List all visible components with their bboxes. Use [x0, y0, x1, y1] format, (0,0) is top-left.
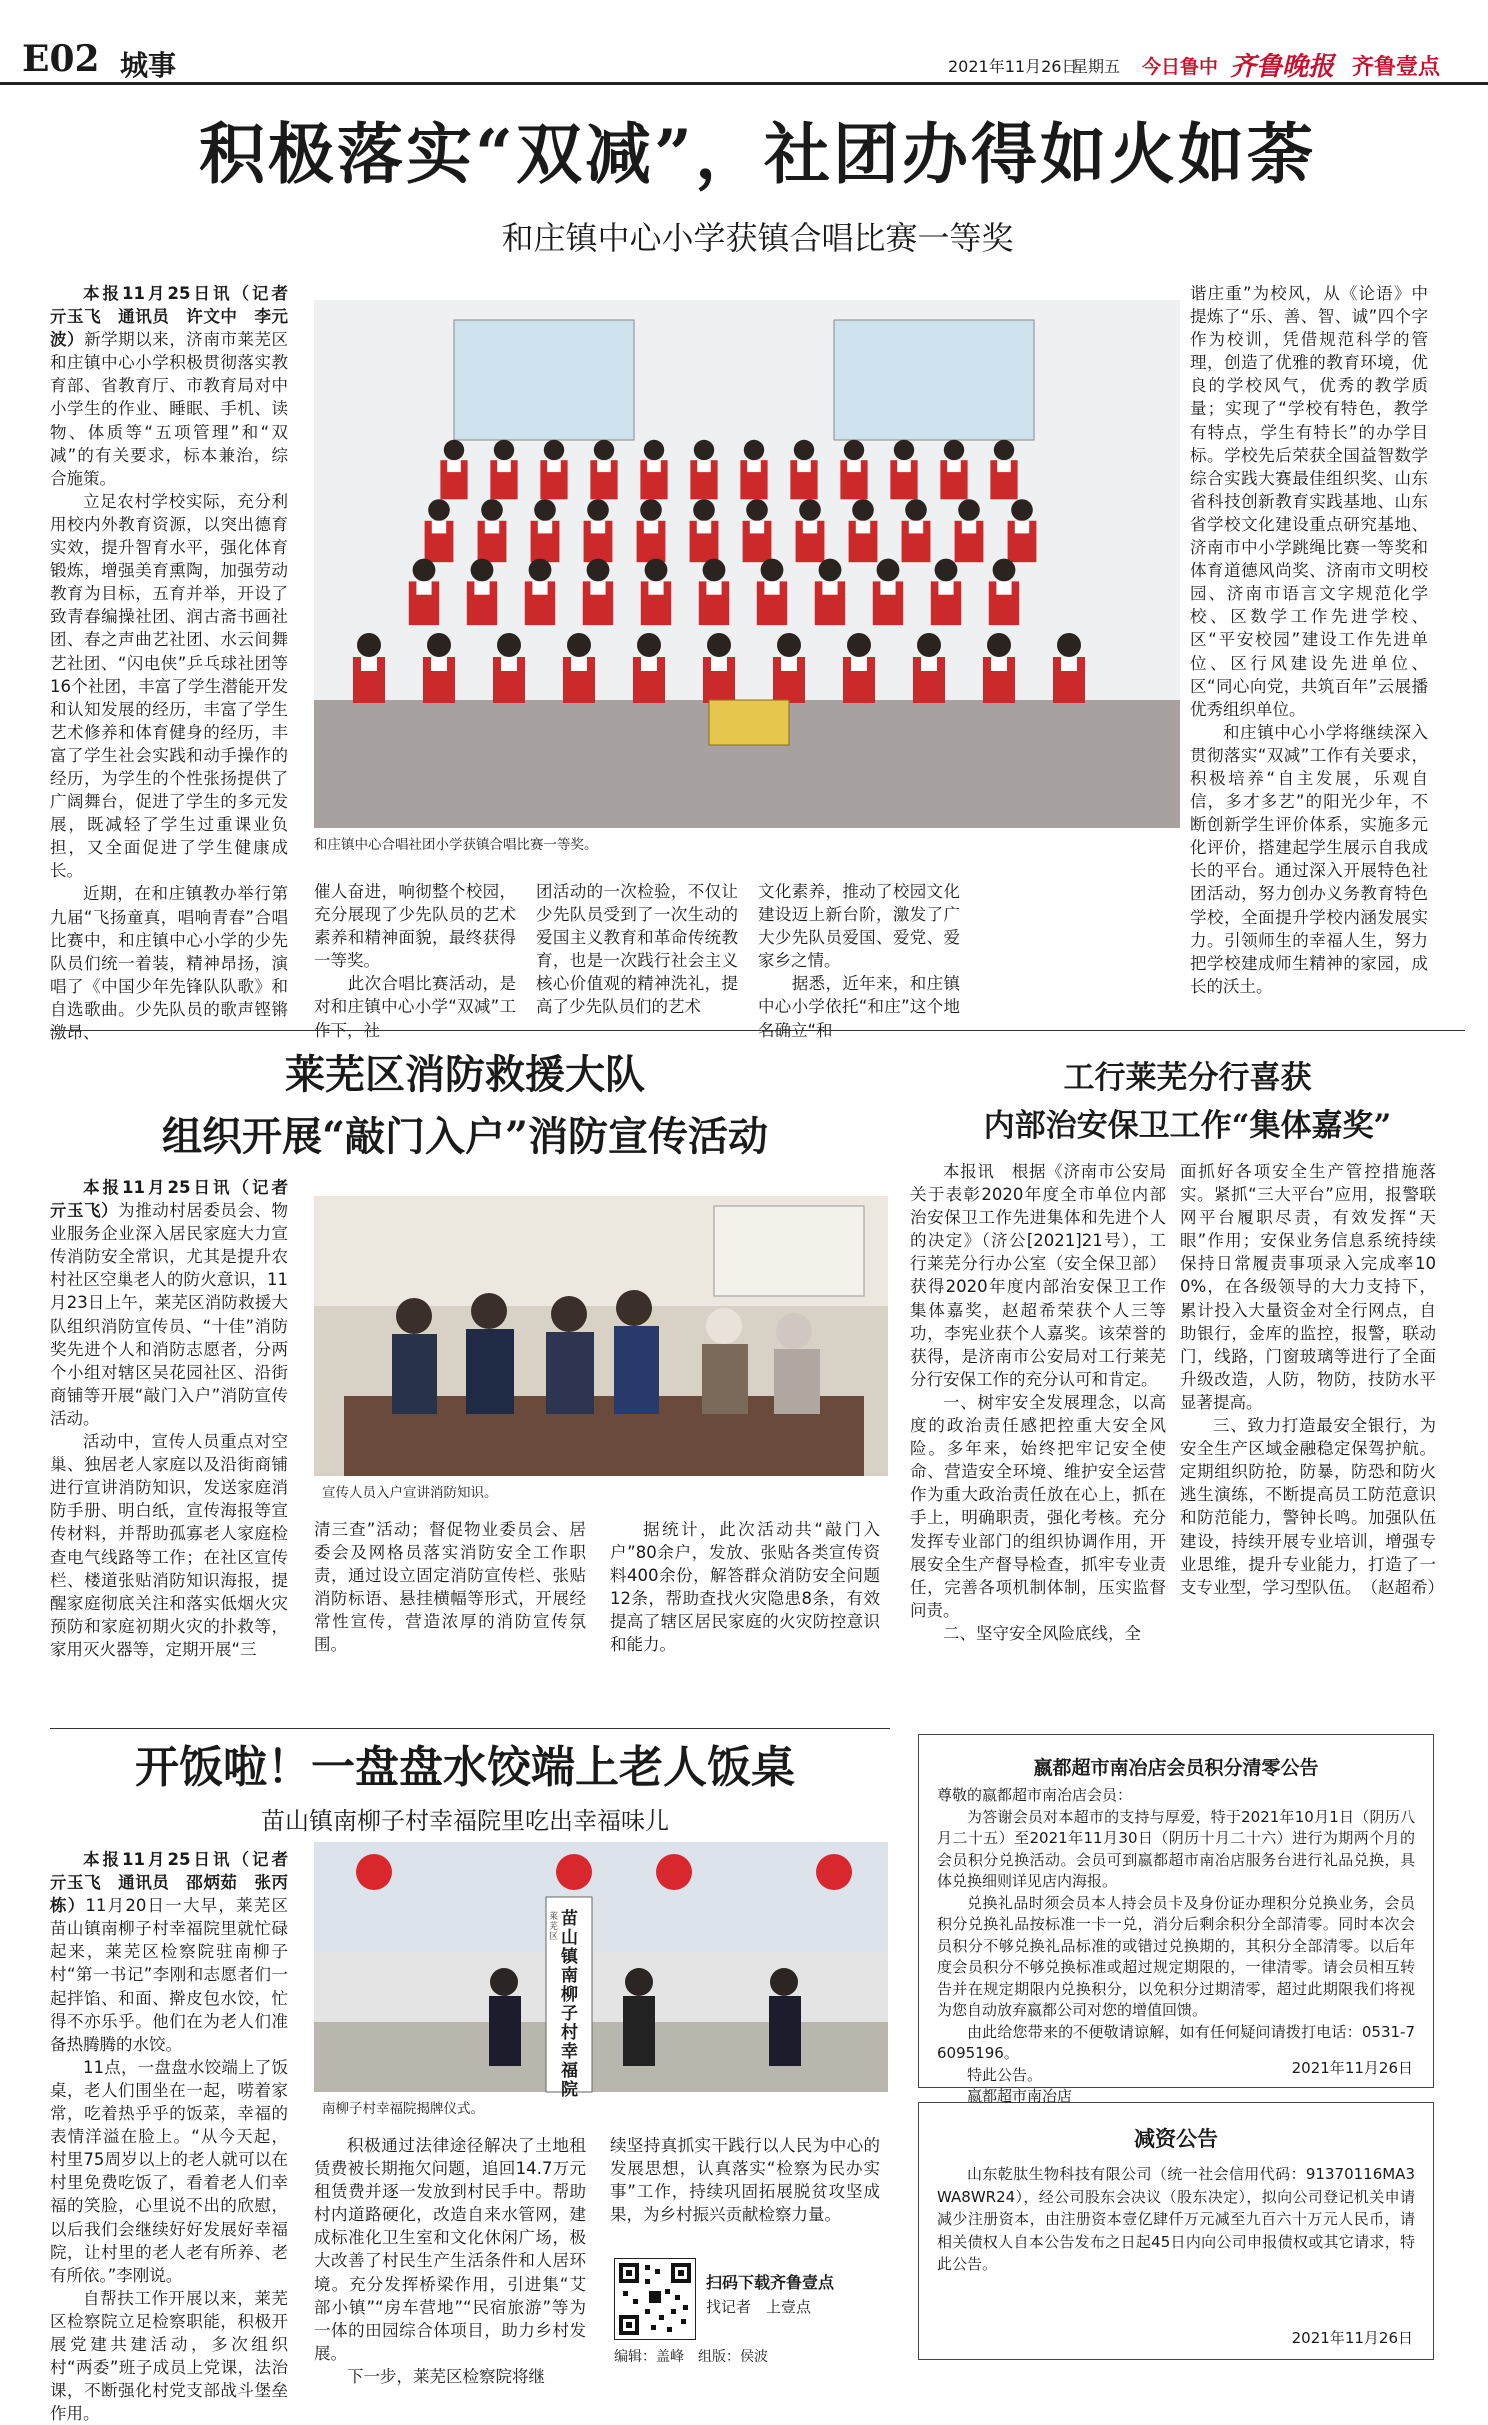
student-figure-head [958, 499, 980, 521]
student-figure-collar [897, 460, 911, 472]
notice1-date: 2021年11月26日 [1291, 2059, 1413, 2077]
article2-col2: 清三查”活动；督促物业委员会、居委会及网格员落实消防安全工作职责，通过设立固定消防宣传栏、张贴消防标语、悬挂横幅等形式，开展经常性宣传，营造浓厚的消防宣传氛围。 [314, 1520, 586, 1655]
notice1-greeting: 尊敬的嬴都超市南冶店会员： [937, 1786, 1133, 1804]
student-figure-collar [432, 521, 446, 534]
article4-col1: 本报11月25日讯（记者 亓玉飞 通讯员 邵炳茹 张丙栋）11月20日一大早，莱芜区苗山镇南柳子村幸福院里就忙碌起来，莱芜区检察院驻南柳子村“第一书记”李刚和志愿者们一起拌馅、和面、擀皮包水饺，忙得不亦乐乎。他们在为老人们准备热腾腾的水饺。 11点，一盘盘水饺端上了饭桌，老人们围坐在一起，唠着家常，吃着热乎乎的饭菜，幸福的表情洋溢在脸上。“从今天起，村里75周岁以上的老人就可以在村里免费吃饭了，看着老人们幸福的笑脸，心里说不出的欣慰，以后我们会继续好好发展好幸福院，让村里的老人老有所养、老有所依。”李刚说。 自帮扶工作开展以来，莱芜区检察院立足检察职能，积极开展党建共建活动，多次组织村“两委”班子成员上党课，法治课，不断强化村党支部战斗堡垒作用。 [50, 1850, 305, 2424]
student-figure-head [534, 499, 556, 521]
student-figure-head [877, 559, 900, 582]
notice-membership-points [918, 1734, 1434, 2105]
student-figure-head [819, 559, 842, 582]
student-figure-head [497, 633, 521, 657]
student-figure-head [744, 440, 764, 460]
student-figure-head [413, 559, 436, 582]
student-figure-collar [991, 657, 1007, 671]
student-figure-head [1057, 633, 1081, 657]
article4-title: 开饭啦！一盘盘水饺端上老人饭桌 [135, 1742, 795, 1793]
student-figure-head [844, 440, 864, 460]
article1-col1: 本报11月25日讯（记者 亓玉飞 通讯员 许文中 李元波）新学期以来，济南市莱芜区和庄镇中心小学积极贯彻落实教育部、省教育厅、市教育局对中小学生的作业、睡眠、手机、读物、体质等“五项管理”和“双减”的有关要求，标本兼治，综合施策。 立足农村学校实际，充分利用校内外教育资源，以突出德育实效，提升智育水平，强化体育锻炼，增强美育熏陶，加强劳动教育为目标，五育并举，开设了致青春编操社团、润古斋书画社团、春之声曲艺社团、水云间舞艺社团、“闪电侠”乒乓球社团等16个社团，丰富了学生潜能开发和认知发展的经历，丰富了学生艺术修养和体育健身的经历，丰富了学生社会实践和动手操作的经历，为学生的个性张扬提供了广阔舞台，促进了学生的多元发展，既减轻了学生过重课业负担，又全面促进了学生健康成长。 近期，在和庄镇教办举行第九届“飞扬童真，唱响青春”合唱比赛中，和庄镇中心小学的少先队员们统一着装，精神昂扬，演唱了《中国少年先锋队队歌》和自选歌曲。少先队员的歌声铿锵激昂、 [50, 284, 305, 1042]
student-figure-collar [1015, 521, 1029, 534]
student-figure-collar [644, 521, 658, 534]
student-figure-head [746, 499, 768, 521]
student-figure-collar [938, 581, 953, 594]
nursing-home-photo [314, 1842, 888, 2100]
article3-title-line2: 内部治安保卫工作“集体嘉奖” [983, 1108, 1392, 1144]
qr-caption-line1: 扫码下载齐鲁壹点 [706, 2273, 835, 2292]
student-figure-collar [641, 657, 657, 671]
student-figure-head [481, 499, 503, 521]
student-figure-collar [711, 657, 727, 671]
student-figure-collar [880, 581, 895, 594]
article2-title-line2: 组织开展“敲门入户”消防宣传活动 [161, 1113, 768, 1160]
student-figure-collar [996, 581, 1011, 594]
article4-col3: 续坚持真抓实干践行以人民为中心的发展思想，认真落实“检察为民办实事”工作，持续巩固拓展脱贫攻坚成果，为乡村振兴贡献检察力量。 [610, 2136, 880, 2225]
student-figure-collar [921, 657, 937, 671]
nursing-home-photo-caption: 南柳子村幸福院揭牌仪式。 [322, 2101, 484, 2117]
student-figure-head [427, 633, 451, 657]
article4-subtitle: 苗山镇南柳子村幸福院里吃出幸福味儿 [261, 1807, 669, 1835]
student-figure-collar [597, 460, 611, 472]
student-figure-head [357, 633, 381, 657]
choir-photo [314, 300, 1180, 828]
section-name: 城事 [120, 49, 177, 82]
student-figure-collar [547, 460, 561, 472]
student-figure-collar [764, 581, 779, 594]
student-figure-head [994, 440, 1014, 460]
student-figure-collar [485, 521, 499, 534]
student-figure-head [567, 633, 591, 657]
student-figure-head [640, 499, 662, 521]
student-figure-head [987, 633, 1011, 657]
divider [50, 1030, 1465, 1031]
plaque-text: 苗山镇南柳子村幸福院 [561, 1909, 578, 2100]
student-figure-head [794, 440, 814, 460]
student-figure-collar [474, 581, 489, 594]
plaque-small-text: 莱芜区 [549, 1912, 559, 1942]
student-figure-head [852, 499, 874, 521]
student-figure-head [428, 499, 450, 521]
notice1-body: 尊敬的嬴都超市南冶店会员： 为答谢会员对本超市的支持与厚爱，特于2021年10月1日（阴历八月二十五）至2021年11月30日（阴历十月二十六）进行为期两个月的会员积分兑换活动。会员可到嬴都超市南冶店服务台进行礼品兑换，具体兑换细则详见店内海报。 兑换礼品时须会员本人持会员卡及身份证办理积分兑换业务，会员积分兑换礼品按标准一卡一兑，消分后剩余积分全部清零。同时本次会员积分不够兑换礼品标准的或错过兑换期的，其积分全部清零。以后年度会员积分不够兑换标准或超过规定期限的，一律清零。请会员相互转告并在规定期限内兑换积分，以免积分过期清零，超过此期限我们将视为您自动放弃嬴都公司对您的增值回馈。 由此给您带来的不便敬请谅解，如有任何疑问请拨打电话：0531-76095196。 特此公告。 嬴都超市南冶店 [937, 1785, 1415, 2108]
fire-safety-photo-graphic [314, 1196, 888, 1476]
student-figure-collar [697, 521, 711, 534]
article2-col3: 据统计，此次活动共“敲门入户”80余户，发放、张贴各类宣传资料400余份，解答群众消防安全问题12条，帮助查找火灾隐患8条，有效提高了辖区居民家庭的火灾防控意识和能力。 [610, 1520, 880, 1655]
student-figure-head [935, 559, 958, 582]
student-figure-collar [856, 521, 870, 534]
student-figure-head [944, 440, 964, 460]
student-figure-collar [571, 657, 587, 671]
student-figure-head [905, 499, 927, 521]
student-figure-collar [822, 581, 837, 594]
student-figure-collar [591, 521, 605, 534]
student-figure-collar [750, 521, 764, 534]
student-figure-collar [997, 460, 1011, 472]
student-figure-head [494, 440, 514, 460]
student-figure-head [694, 440, 714, 460]
student-figure-head [594, 440, 614, 460]
weekday: 星期五 [1072, 57, 1121, 76]
student-figure-head [544, 440, 564, 460]
article1-title: 积极落实“双减”，社团办得如火如荼 [199, 115, 1316, 193]
student-figure-collar [501, 657, 517, 671]
student-figure-head [761, 559, 784, 582]
student-figure-head [917, 633, 941, 657]
student-figure-head [693, 499, 715, 521]
header-rule [0, 82, 1488, 85]
student-figure-collar [909, 521, 923, 534]
choir-photo-graphic [314, 300, 1180, 828]
qr-code-icon [615, 2259, 695, 2339]
student-figure-head [703, 559, 726, 582]
student-figure-collar [1061, 657, 1077, 671]
student-figure-head [847, 633, 871, 657]
page-number: E02 [22, 38, 100, 80]
student-figure-collar [532, 581, 547, 594]
article1-col5: 谐庄重”为校风，从《论语》中提炼了“乐、善、智、诚”四个字作为校训，凭借规范科学的管理，创造了优雅的教育环境，优良的学校风气，优秀的教学质量；实现了“学校有特色，教学有特点，学生有特长”的办学目标。学校先后荣获全国益智数学综合实践大赛最佳组织奖、山东省科技创新教育实践基地、山东省学校文化建设重点研究基地、济南市中小学跳绳比赛一等奖和体育道德风尚奖、济南市文明校园、济南市语言文字规范化学校、区数学工作先进学校、区“平安校园”建设工作先进单位、区行风建设先进单位、区“同心向党，共筑百年”云展播优秀组织单位。 和庄镇中心小学将继续深入贯彻落实“双减”工作有关要求，积极培养“自主发展，乐观自信，多才多艺”的阳光少年，不断创新学生评价体系，实施多元化评价，搭建起学生展示自我成长的平台。通过深入开展特色社团活动，努力创办义务教育特色学校，全面提升学校内涵发展实力。引领师生的幸福人生，努力把学校建成师生精神的家园，成长的沃土。 [1190, 284, 1428, 996]
student-figure-head [777, 633, 801, 657]
student-figure-collar [647, 460, 661, 472]
student-figure-head [644, 440, 664, 460]
masthead [0, 0, 1488, 80]
choir-photo-caption: 和庄镇中心合唱社团小学获镇合唱比赛一等奖。 [314, 837, 598, 853]
student-figure-collar [697, 460, 711, 472]
student-figure-collar [847, 460, 861, 472]
divider [50, 1728, 890, 1729]
student-figure-head [587, 499, 609, 521]
article4-dateline: 本报11月25日讯（记者 亓玉飞 通讯员 邵炳茹 张丙栋） [50, 1850, 305, 1916]
qr-caption-line2: 找记者 上壹点 [706, 2298, 812, 2316]
student-figure-collar [747, 460, 761, 472]
article1-col3: 团活动的一次检验，不仅让少先队员受到了一次生动的爱国主义教育和革命传统教育，也是一次践行社会主义核心价值观的精神洗礼，提高了少先队员们的艺术 [536, 882, 738, 1017]
article1-dateline: 本报11月25日讯（记者 亓玉飞 通讯员 许文中 李元波） [50, 284, 305, 350]
article4-col2: 积极通过法律途径解决了土地租赁费被长期拖欠问题，追回14.7万元租赁费并逐一发放到村民手中。帮助村内道路硬化，改造自来水管网，建成标准化卫生室和文化休闲广场，极大改善了村民生产生活条件和人居环境。充分发挥桥梁作用，引进集“艾部小镇”“房车营地”“民宿旅游”等为一体的田园综合体项目，助力乡村发展。 下一步，莱芜区检察院将继 [314, 2136, 586, 2386]
article3-col2: 面抓好各项安全生产管控措施落实。紧抓“三大平台”应用，报警联网平台履职尽责，有效发挥“天眼”作用；安保业务信息系统持续保持日常履责事项录入完成率100%，在各级领导的大力支持下，累计投入大量资金对全行网点，自助银行，金库的监控，报警，联动门，线路，门窗玻璃等进行了全面升级改造，人防，物防，技防水平显著提高。 三、致力打造最安全银行，为安全生产区域金融稳定保驾护航。定期组织防抢，防暴，防恐和防火逃生演练，不断提高员工防范意识和防范能力，警钟长鸣。加强队伍建设，持续开展专业培训，增强专业思维，提升专业能力，打造了一支专业型，学习型队伍。 （赵超希） [1180, 1162, 1444, 1597]
notice-capital-reduction [918, 2102, 1434, 2360]
student-figure-collar [706, 581, 721, 594]
student-figure-head [645, 559, 668, 582]
student-figure-head [707, 633, 731, 657]
notice1-signer: 嬴都超市南冶店 [967, 2087, 1073, 2105]
student-figure-collar [447, 460, 461, 472]
student-figure-collar [497, 460, 511, 472]
student-figure-collar [947, 460, 961, 472]
article2-dateline: 本报11月25日讯（记者 亓玉飞） [50, 1178, 305, 1221]
paper-logo: 齐鲁晚报 [1230, 52, 1335, 82]
student-figure-collar [590, 581, 605, 594]
article1-subtitle: 和庄镇中心小学获镇合唱比赛一等奖 [501, 219, 1014, 257]
article3-col1: 本报讯 根据《济南市公安局关于表彰2020年度全市单位内部治安保卫工作先进集体和先进个人的决定》（济公[2021]21号），工行莱芜分行办公室（安全保卫部）获得2020年度内部治安保卫工作集体嘉奖，赵超希荣获个人三等功，李宪业获个人嘉奖。该荣誉的获得，是济南市公安局对工行莱芜分行安保工作的充分认可和肯定。 一、树牢安全发展理念，以高度的政治责任感把控重大安全风险。多年来，始终把牢记安全使命、营造安全环境、维护安全运营作为重大政治责任放在心上，抓在手上，明确职责，强化考核。充分发挥专业部门的组织协调作用，开展安全生产督导检查，抓牢专业责任，完善各项机制体制，压实监督问责。 二、坚守安全风险底线，全 [910, 1162, 1166, 1643]
student-figure-collar [538, 521, 552, 534]
student-figure-head [894, 440, 914, 460]
notice2-date: 2021年11月26日 [1291, 2329, 1413, 2347]
student-figure-head [1011, 499, 1033, 521]
student-figure-collar [416, 581, 431, 594]
student-figure-collar [797, 460, 811, 472]
qr-code[interactable] [614, 2258, 696, 2340]
editors-credit: 编辑：盖峰 组版：侯波 [614, 2349, 768, 2365]
nursing-home-photo-graphic [314, 1842, 888, 2092]
student-figure-head [529, 559, 552, 582]
issue-date: 2021年11月26日 [948, 57, 1078, 76]
student-figure-head [637, 633, 661, 657]
student-figure-head [993, 559, 1016, 582]
student-figure-collar [803, 521, 817, 534]
notice1-title: 嬴都超市南冶店会员积分清零公告 [1033, 1757, 1319, 1779]
article1-col2: 催人奋进，响彻整个校园，充分展现了少先队员的艺术素养和精神面貌，最终获得一等奖。 此次合唱比赛活动，是对和庄镇中心小学“双减”工作下，社 [314, 882, 516, 1040]
article3-title-line1: 工行莱芜分行喜获 [1063, 1060, 1312, 1096]
brand-logo: 齐鲁壹点 [1352, 55, 1441, 80]
student-figure-collar [361, 657, 377, 671]
student-figure-head [471, 559, 494, 582]
edition-label: 今日鲁中 [1142, 56, 1219, 78]
notice2-body: 山东乾肽生物科技有限公司（统一社会信用代码：91370116MA3WA8WR24），经公司股东会决议（股东决定），拟向公司登记机关申请减少注册资本，由注册资本壹亿肆仟万元减至九百六十万元人民币，请相关债权人自本公告发布之日起45日内向公司申报债权或其它请求，特此公告。 [937, 2165, 1415, 2273]
student-figure-collar [431, 657, 447, 671]
article1-col4: 文化素养，推动了校园文化建设迈上新台阶，激发了广大少先队员爱国、爱党、爱家乡之情。 据悉，近年来，和庄镇中心小学依托“和庄”这个地名确立“和 [758, 882, 960, 1040]
fire-safety-photo [314, 1196, 888, 1476]
fire-safety-photo-caption: 宣传人员入户宣讲消防知识。 [322, 1485, 498, 1501]
student-figure-collar [781, 657, 797, 671]
article2-col1: 本报11月25日讯（记者 亓玉飞）为推动村居委员会、物业服务企业深入居民家庭大力宣传消防安全常识，尤其是提升农村社区空巢老人的防火意识，11月23日上午，莱芜区消防救援大队组织消防宣传员、“十佳”消防奖先进个人和消防志愿者，分两个小组对辖区吴花园社区、沿街商铺等开展“敲门入户”消防宣传活动。 活动中，宣传人员重点对空巢、独居老人家庭以及沿街商铺进行宣讲消防知识，发送家庭消防手册、明白纸，宣传海报等宣传材料，并帮助孤寡老人家庭检查电气线路等工作；在社区宣传栏、楼道张贴消防知识海报，提醒家庭彻底关注和落实低烟火灾预防和家庭初期火灾的扑救等，家用灭火器等，定期开展“三 [50, 1178, 305, 1659]
student-figure-collar [851, 657, 867, 671]
notice2-title: 减资公告 [1134, 2127, 1218, 2151]
student-figure-collar [648, 581, 663, 594]
student-figure-head [444, 440, 464, 460]
article2-title-line1: 莱芜区消防救援大队 [285, 1051, 645, 1098]
student-figure-head [587, 559, 610, 582]
student-figure-collar [962, 521, 976, 534]
student-figure-head [799, 499, 821, 521]
